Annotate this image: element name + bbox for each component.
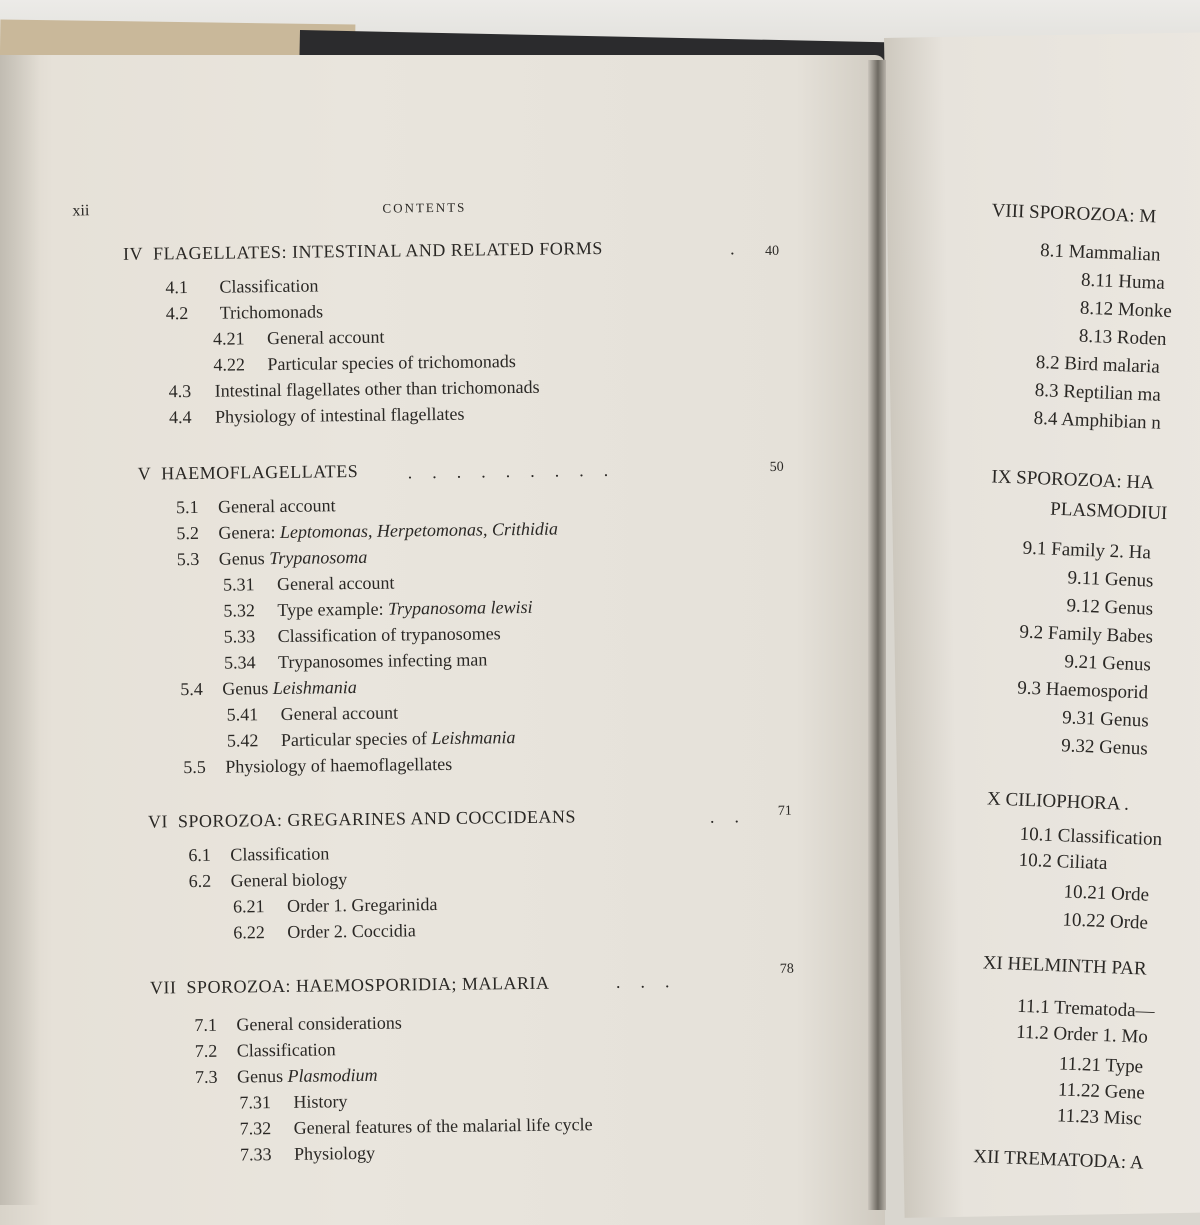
chapter-numeral: V	[137, 463, 152, 484]
right-page-contents	[884, 0, 1200, 1200]
running-head: CONTENTS	[382, 199, 467, 216]
toc-line: IX SPOROZOA: HA	[991, 466, 1155, 494]
toc-entry: 6.2 General biology	[188, 869, 348, 892]
toc-entry: 7.2 Classification	[194, 1039, 336, 1062]
toc-line: XII TREMATODA: A	[972, 1146, 1144, 1174]
toc-entry: 5.5 Physiology of haemoflagellates	[183, 753, 453, 778]
toc-line: X CILIOPHORA .	[986, 788, 1130, 815]
leader-dots: .........	[407, 459, 629, 483]
toc-line: 9.3 Haemosporid	[1016, 677, 1149, 704]
toc-line: 11.22 Gene	[1057, 1079, 1146, 1104]
chapter-page-number: 40	[764, 243, 780, 259]
toc-entry: 6.21 Order 1. Gregarinida	[232, 894, 438, 917]
toc-line: XI HELMINTH PAR	[982, 952, 1148, 980]
toc-line: 11.21 Type	[1058, 1053, 1144, 1078]
toc-line: 8.12 Monke	[1079, 297, 1173, 323]
toc-entry: 5.34 Trypanosomes infecting man	[223, 649, 488, 673]
toc-entry: 5.32 Type example: Trypanosoma lewisi	[223, 596, 533, 621]
chapter-numeral: VI	[147, 811, 169, 832]
toc-line: 9.32 Genus	[1060, 735, 1149, 760]
toc-line: 8.13 Roden	[1078, 325, 1167, 350]
toc-entry: 5.31 General account	[222, 572, 395, 595]
toc-line: 9.31 Genus	[1061, 707, 1150, 732]
chapter-numeral: IV	[122, 243, 144, 264]
toc-entry: 5.41 General account	[226, 702, 399, 725]
toc-line: 10.21 Orde	[1063, 881, 1150, 906]
toc-entry: 5.33 Classification of trypanosomes	[223, 623, 501, 647]
toc-entry: 7.3 Genus Plasmodium	[194, 1064, 378, 1088]
toc-entry: 4.1 Classification	[165, 275, 319, 298]
toc-entry: 6.1 Classification	[188, 843, 330, 866]
chapter-title: FLAGELLATES: INTESTINAL AND RELATED FORMS	[152, 237, 603, 264]
toc-entry: 7.1 General considerations	[194, 1012, 402, 1036]
toc-line: 8.1 Mammalian	[1039, 240, 1161, 266]
toc-entry: 7.33 Physiology	[239, 1142, 376, 1165]
toc-line: 9.11 Genus	[1067, 567, 1154, 592]
toc-line: 8.4 Amphibian n	[1033, 407, 1162, 434]
toc-line: 10.22 Orde	[1062, 909, 1149, 934]
toc-entry: 4.3 Intestinal flagellates other than trichomonads	[168, 376, 540, 402]
chapter-title: HAEMOFLAGELLATES	[161, 460, 359, 484]
toc-line: 10.1 Classification	[1019, 823, 1163, 851]
toc-entry: 7.31 History	[239, 1091, 348, 1113]
toc-entry: 7.32 General features of the malarial life cycle	[239, 1114, 593, 1139]
chapter-heading	[150, 973, 550, 999]
toc-entry: 4.21 General account	[212, 326, 385, 349]
page-number: xii	[72, 202, 90, 220]
toc-entry: 6.22 Order 2. Coccidia	[233, 920, 416, 943]
toc-entry: 5.2 Genera: Leptomonas, Herpetomonas, Crithidia	[176, 518, 559, 544]
toc-line: 9.21 Genus	[1064, 651, 1152, 676]
toc-line: 8.2 Bird malaria	[1035, 351, 1161, 378]
leader-dots: .	[729, 238, 755, 259]
toc-line: 10.2 Ciliata	[1018, 849, 1108, 875]
chapter-page-number: 50	[769, 459, 784, 475]
chapter-heading	[123, 238, 603, 265]
toc-entry: 4.4 Physiology of intestinal flagellates	[168, 403, 465, 428]
leader-dots: ...	[615, 970, 690, 992]
chapter-numeral: VII	[149, 977, 177, 998]
leader-dots: ..	[709, 806, 760, 827]
toc-line: PLASMODIUI	[1049, 498, 1168, 525]
toc-line: 8.11 Huma	[1080, 269, 1166, 294]
toc-entry: 5.42 Particular species of Leishmania	[226, 727, 516, 751]
toc-entry: 5.1 General account	[175, 495, 336, 518]
chapter-heading	[138, 461, 359, 485]
toc-line: 9.2 Family Babes	[1019, 621, 1154, 648]
chapter-title: SPOROZOA: HAEMOSPORIDIA; MALARIA	[186, 972, 550, 998]
toc-entry: 4.22 Particular species of trichomonads	[213, 351, 516, 375]
toc-entry: 4.2 Trichomonads	[165, 301, 324, 324]
toc-entry: 5.3 Genus Trypanosoma	[176, 546, 368, 570]
toc-entry: 5.4 Genus Leishmania	[180, 677, 357, 700]
toc-line: VIII SPOROZOA: M	[991, 200, 1157, 228]
toc-line: 9.12 Genus	[1066, 595, 1154, 620]
toc-line: 9.1 Family 2. Ha	[1022, 537, 1152, 564]
toc-line: 11.23 Misc	[1056, 1105, 1143, 1130]
chapter-title: SPOROZOA: GREGARINES AND COCCIDEANS	[177, 806, 577, 832]
toc-line: 11.2 Order 1. Mo	[1015, 1021, 1149, 1048]
chapter-page-number: 78	[779, 961, 794, 977]
toc-line: 8.3 Reptilian ma	[1034, 379, 1162, 406]
chapter-page-number: 71	[777, 803, 792, 819]
toc-line: 11.1 Trematoda—	[1016, 995, 1156, 1022]
chapter-heading	[148, 806, 576, 832]
